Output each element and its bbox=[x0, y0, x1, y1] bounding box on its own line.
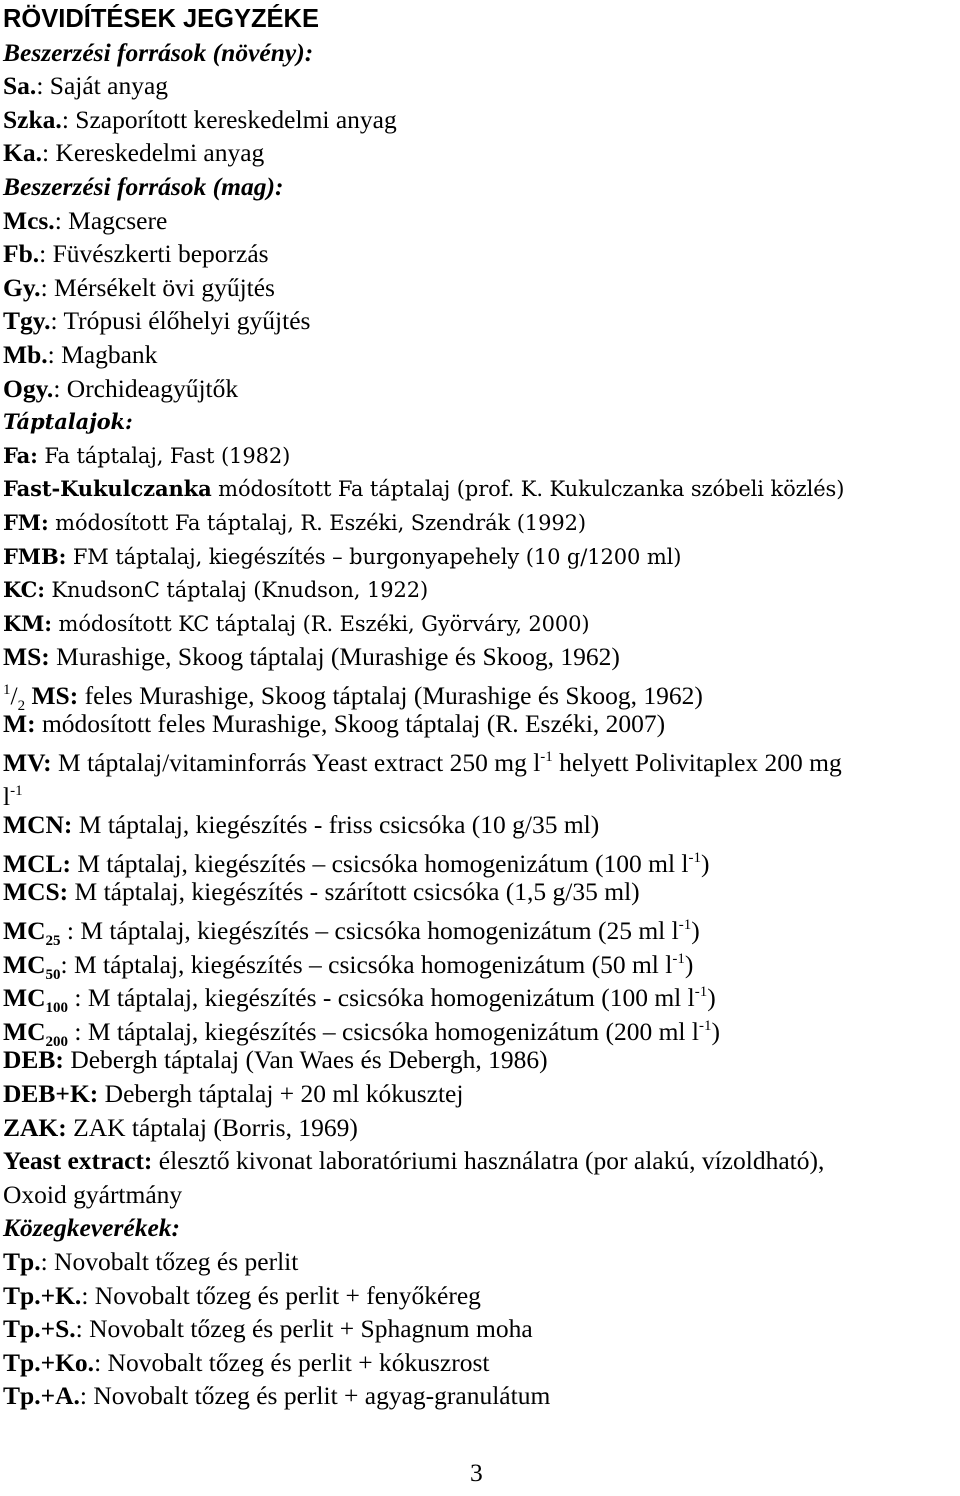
list-item: $MC_{200}$ : M táptalaj, kiegészítés – csicsóka homogenizátum (200 ml $l^{-1}$) bbox=[3, 1016, 720, 1050]
list-item: Tp.+K.: Novobalt tőzeg és perlit + fenyőkéreg bbox=[3, 1280, 481, 1310]
list-item: Yeast extract: élesztő kivonat laboratóriumi használatra (por alakú, vízoldható), bbox=[3, 1146, 825, 1176]
list-item: Szka.: Szaporított kereskedelmi anyag bbox=[3, 104, 397, 134]
list-item: KC: KnudsonC táptalaj (Knudson, 1922) bbox=[3, 577, 429, 603]
list-item: $MC_{100}$ : M táptalaj, kiegészítés - csicsóka homogenizátum (100 ml $l^{-1}$) bbox=[3, 983, 716, 1017]
list-item: Fa: Fa táptalaj, Fast (1982) bbox=[3, 442, 291, 468]
list-item: $MC_{25}$ : M táptalaj, kiegészítés – csicsóka homogenizátum (25 ml $l^{-1}$) bbox=[3, 916, 700, 950]
list-item: FM: módosított Fa táptalaj, R. Eszéki, Szendrák (1992) bbox=[3, 509, 586, 535]
list-item: Gy.: Mérsékelt övi gyűjtés bbox=[3, 272, 275, 302]
section-heading-media: Táptalajok: bbox=[3, 409, 133, 435]
list-item: Mcs.: Magcsere bbox=[3, 205, 168, 235]
section-heading-mixes: Közegkeverékek: bbox=[3, 1213, 181, 1243]
list-item-continuation: Oxoid gyártmány bbox=[3, 1179, 183, 1209]
list-item: $MC_{50}$: M táptalaj, kiegészítés – csicsóka homogenizátum (50 ml $l^{-1}$) bbox=[3, 949, 694, 983]
page-number: 3 bbox=[470, 1458, 483, 1487]
list-item: M: módosított feles Murashige, Skoog táptalaj (R. Eszéki, 2007) bbox=[3, 709, 666, 739]
list-item: Tp.+Ko.: Novobalt tőzeg és perlit + kókuszrost bbox=[3, 1347, 490, 1377]
list-item: MV: M táptalaj/vitaminforrás Yeast extract 250 mg $l^{-1}$ helyett Polivitaplex 200 mg bbox=[3, 748, 842, 778]
list-item: Ogy.: Orchideagyűjtők bbox=[3, 373, 239, 403]
list-item: KM: módosított KC táptalaj (R. Eszéki, Györváry, 2000) bbox=[3, 610, 590, 636]
list-item: Mb.: Magbank bbox=[3, 339, 158, 369]
list-item: Fb.: Füvészkerti beporzás bbox=[3, 239, 269, 269]
list-item: MCN: M táptalaj, kiegészítés - friss csicsóka (10 g/35 ml) bbox=[3, 810, 600, 840]
section-heading-seed-sources: Beszerzési források (mag): bbox=[3, 171, 284, 201]
list-item: MCL: M táptalaj, kiegészítés – csicsóka homogenizátum (100 ml $l^{-1}$) bbox=[3, 848, 710, 878]
list-item: Ka.: Kereskedelmi anyag bbox=[3, 138, 265, 168]
list-item: Fast-Kukulczanka módosított Fa táptalaj (prof. K. Kukulczanka szóbeli közlés) bbox=[3, 476, 845, 502]
section-heading-plant-sources: Beszerzési források (növény): bbox=[3, 37, 314, 67]
list-item: Sa.: Saját anyag bbox=[3, 71, 169, 101]
abbreviation-list bbox=[3, 2, 958, 1413]
list-item: Tp.+A.: Novobalt tőzeg és perlit + agyag-granulátum bbox=[3, 1381, 551, 1411]
list-item: FMB: FM táptalaj, kiegészítés – burgonyapehely (10 g/1200 ml) bbox=[3, 543, 682, 569]
list-item: MS: Murashige, Skoog táptalaj (Murashige és Skoog, 1962) bbox=[3, 642, 620, 672]
list-item: ZAK: ZAK táptalaj (Borris, 1969) bbox=[3, 1112, 358, 1142]
list-item: DEB+K: Debergh táptalaj + 20 ml kókusztej bbox=[3, 1079, 464, 1108]
list-item: DEB: Debergh táptalaj (Van Waes és Debergh, 1986) bbox=[3, 1045, 548, 1075]
page-title: RÖVIDÍTÉSEK JEGYZÉKE bbox=[3, 5, 319, 33]
list-item: Tp.+S.: Novobalt tőzeg és perlit + Sphagnum moha bbox=[3, 1314, 533, 1344]
list-item: Tgy.: Trópusi élőhelyi gyűjtés bbox=[3, 306, 311, 336]
list-item: MCS: M táptalaj, kiegészítés - szárított csicsóka (1,5 g/35 ml) bbox=[3, 877, 640, 907]
list-item: Tp.: Novobalt tőzeg és perlit bbox=[3, 1246, 299, 1276]
list-item: $^1/_2$ MS: feles Murashige, Skoog táptalaj (Murashige és Skoog, 1962) bbox=[3, 680, 703, 714]
list-item-continuation: $l^{-1}$ bbox=[3, 781, 23, 811]
